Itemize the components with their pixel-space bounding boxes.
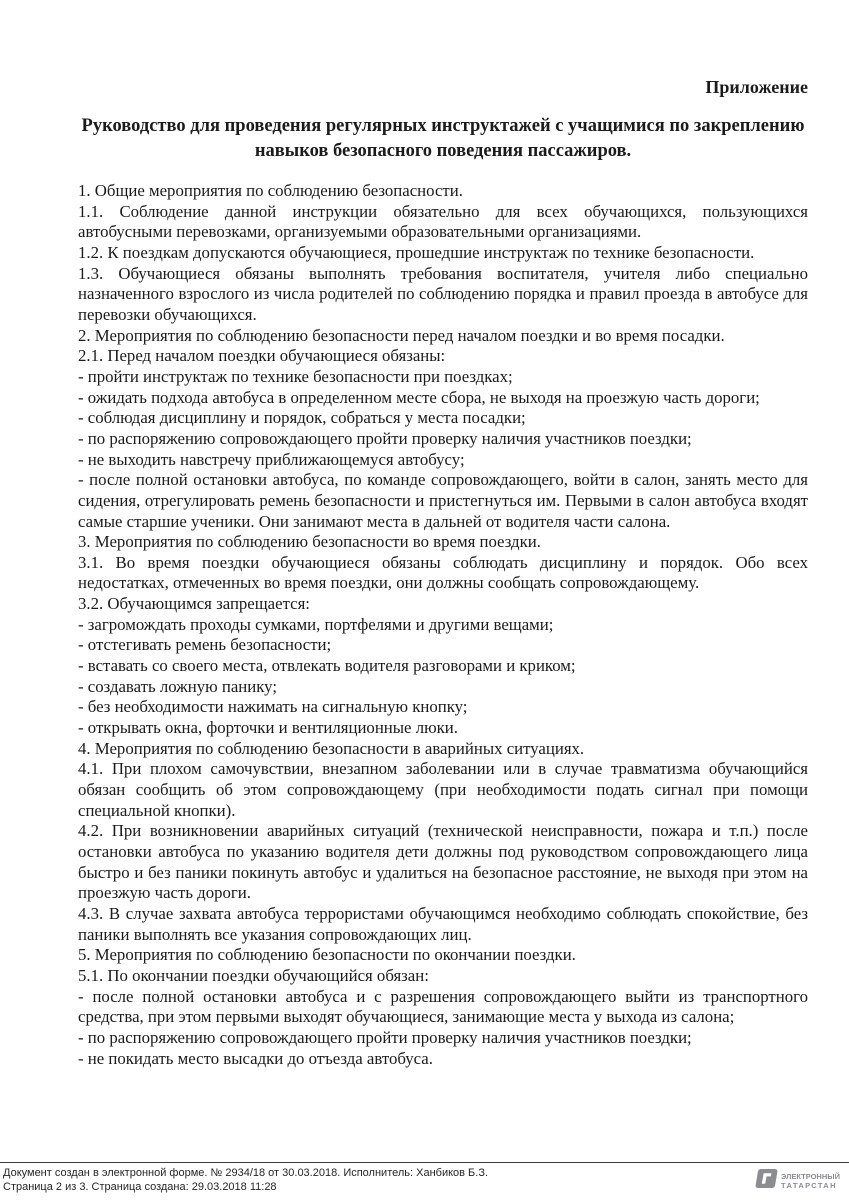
paragraph: - отстегивать ремень безопасности; [78,635,332,655]
paragraph: 5. Мероприятия по соблюдению безопасности по окончании поездки. [78,945,576,965]
paragraph: 4.1. При плохом самочувствии, внезапном заболевании или в случае травматизма обучающийся обязан сообщить об этом сопровождающему (при необходимости подать сигнал при помощи специальной кнопки). [78,759,808,820]
paragraph: 1.3. Обучающиеся обязаны выполнять требования воспитателя, учителя либо специально назначенного взрослого из числа родителей по соблюдению порядка и правил проезда в автобусе для перевозки обучающихся. [78,263,808,324]
paragraph: 5.1. По окончании поездки обучающийся обязан: [78,965,429,985]
annex-label: Приложение [705,77,808,97]
paragraph: - ожидать подхода автобуса в определенном месте сбора, не выходя на проезжую часть дороги; [78,387,760,407]
paragraph: 4.2. При возникновении аварийных ситуаций (технической неисправности, пожара и т.п.) после остановки автобуса по указанию водителя дети должны под руководством сопровождающего лица быстро и без паники покинуть автобус и удалиться на безопасное расстояние, не выходя при этом на проезжую часть дороги. [78,821,808,903]
paragraph: - соблюдая дисциплину и порядок, собраться у места посадки; [78,408,526,428]
paragraph: 4.3. В случае захвата автобуса террористами обучающимся необходимо соблюдать спокойствие, без паники выполнять все указания сопровождающих лиц. [78,903,808,944]
paragraph: - пройти инструктаж по технике безопасности при поездках; [78,366,513,386]
paragraph: 3. Мероприятия по соблюдению безопасности во время поездки. [78,532,541,552]
paragraph: 1. Общие мероприятия по соблюдению безопасности. [78,181,463,200]
paragraph: - не покидать место высадки до отъезда автобуса. [78,1048,433,1068]
paragraph: - открывать окна, форточки и вентиляционные люки. [78,718,458,738]
paragraph: - без необходимости нажимать на сигнальную кнопку; [78,697,468,717]
paragraph: - по распоряжению сопровождающего пройти проверку наличия участников поездки; [78,1027,692,1047]
paragraph: - после полной остановки автобуса, по команде сопровождающего, войти в салон, занять место для сидения, отрегулировать ремень безопасности и пристегнуться им. Первыми в салон автобуса входят самые старшие ученики. Они занимают места в дальней от водителя части салона. [78,470,808,531]
electronic-tatarstan-logo [755,1169,840,1193]
footer-meta [3,1166,488,1194]
paragraph: 2. Мероприятия по соблюдению безопасности перед началом поездки и во время посадки. [78,325,725,345]
logo-text-line1: ЭЛЕКТРОННЫЙ [781,1172,840,1181]
paragraph: - создавать ложную панику; [78,676,278,696]
paragraph: - загромождать проходы сумками, портфелями и другими вещами; [78,614,554,634]
document-body [78,181,808,1069]
document-title: Руководство для проведения регулярных инструктажей с учащимися по закреплению навыков безопасного поведения пассажиров. [81,116,805,161]
paragraph: - вставать со своего места, отвлекать водителя разговорами и криком; [78,656,576,676]
paragraph: 1.1. Соблюдение данной инструкции обязательно для всех обучающихся, пользующихся автобусными перевозками, организуемыми образовательными организациями. [78,201,808,242]
footer-page-info: Страница 2 из 3. Страница создана: 29.03.2018 11:28 [3,1181,277,1193]
paragraph: 3.1. Во время поездки обучающиеся обязаны соблюдать дисциплину и порядок. Обо всех недостатках, отмеченных во время поездки, они должны сообщать сопровождающему. [78,552,808,593]
paragraph: - не выходить навстречу приближающемуся автобусу; [78,449,465,469]
paragraph: - после полной остановки автобуса и с разрешения сопровождающего выйти из транспортного средства, при этом первыми выходят обучающиеся, занимающие места у выхода из салона; [78,986,808,1027]
paragraph: 3.2. Обучающимся запрещается: [78,594,310,614]
paragraph: 2.1. Перед началом поездки обучающиеся обязаны: [78,346,446,366]
paragraph: 1.2. К поездкам допускаются обучающиеся, прошедшие инструктаж по технике безопасности. [78,242,755,262]
footer [0,1162,849,1200]
paragraph: 4. Мероприятия по соблюдению безопасности в аварийных ситуациях. [78,738,585,758]
electronic-tatarstan-logo-icon [755,1169,778,1193]
paragraph: - по распоряжению сопровождающего пройти проверку наличия участников поездки; [78,428,692,448]
electronic-tatarstan-logo-text [781,1172,840,1190]
logo-text-line2: ТАТАРСТАН [781,1181,837,1190]
footer-doc-info: Документ создан в электронной форме. № 2934/18 от 30.03.2018. Исполнитель: Ханбиков Б.З. [3,1167,489,1179]
